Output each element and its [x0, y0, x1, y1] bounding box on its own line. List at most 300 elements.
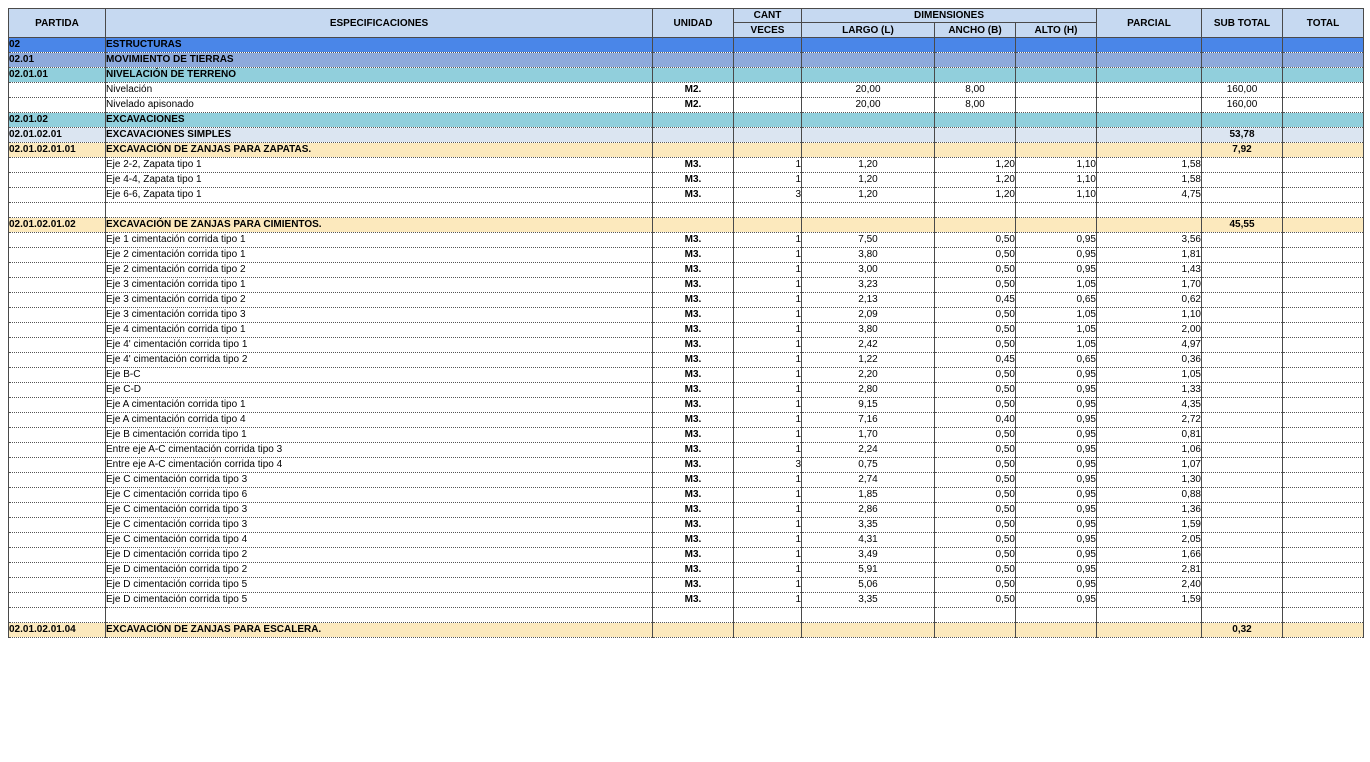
item-subtotal	[1202, 293, 1283, 308]
empty-cell	[802, 128, 935, 143]
item-largo: 1,85	[802, 488, 935, 503]
item-ancho: 0,50	[935, 278, 1016, 293]
item-largo: 3,23	[802, 278, 935, 293]
item-description: Eje C cimentación corrida tipo 6	[106, 488, 653, 503]
table-row	[9, 353, 1364, 368]
item-parcial: 4,35	[1097, 398, 1202, 413]
item-alto: 0,95	[1016, 443, 1097, 458]
item-description: Eje 3 cimentación corrida tipo 2	[106, 293, 653, 308]
empty-cell	[653, 203, 734, 218]
partida-code	[9, 188, 106, 203]
item-ancho: 0,50	[935, 383, 1016, 398]
table-row	[9, 188, 1364, 203]
metrado-table	[8, 8, 1364, 638]
item-ancho: 0,50	[935, 323, 1016, 338]
item-parcial: 1,58	[1097, 173, 1202, 188]
item-total	[1283, 533, 1364, 548]
partida-code	[9, 233, 106, 248]
partida-code: 02	[9, 38, 106, 53]
item-total	[1283, 353, 1364, 368]
partida-code	[9, 308, 106, 323]
item-veces: 1	[734, 338, 802, 353]
item-largo: 1,20	[802, 158, 935, 173]
item-largo: 0,75	[802, 458, 935, 473]
partida-code: 02.01	[9, 53, 106, 68]
total-cell	[1283, 68, 1364, 83]
item-subtotal	[1202, 158, 1283, 173]
item-unit: M3.	[653, 488, 734, 503]
item-alto: 0,95	[1016, 548, 1097, 563]
partida-code	[9, 473, 106, 488]
item-parcial: 0,36	[1097, 353, 1202, 368]
empty-cell	[935, 68, 1016, 83]
section-row	[9, 218, 1364, 233]
empty-cell	[802, 203, 935, 218]
item-description: Eje B cimentación corrida tipo 1	[106, 428, 653, 443]
item-subtotal	[1202, 383, 1283, 398]
item-alto: 1,10	[1016, 188, 1097, 203]
empty-cell	[734, 143, 802, 158]
empty-cell	[935, 128, 1016, 143]
item-alto: 0,95	[1016, 383, 1097, 398]
item-description: Eje 4' cimentación corrida tipo 2	[106, 353, 653, 368]
empty-cell	[1016, 218, 1097, 233]
subtotal-cell	[1202, 53, 1283, 68]
item-veces: 1	[734, 533, 802, 548]
item-veces: 1	[734, 293, 802, 308]
partida-code	[9, 503, 106, 518]
empty-cell	[1016, 53, 1097, 68]
table-row	[9, 98, 1364, 113]
partida-code	[9, 443, 106, 458]
item-parcial: 1,33	[1097, 383, 1202, 398]
empty-cell	[1016, 113, 1097, 128]
partida-code	[9, 518, 106, 533]
empty-cell	[734, 218, 802, 233]
item-unit: M3.	[653, 338, 734, 353]
item-total	[1283, 578, 1364, 593]
empty-cell	[802, 38, 935, 53]
item-parcial	[1097, 83, 1202, 98]
item-total	[1283, 413, 1364, 428]
item-largo: 2,24	[802, 443, 935, 458]
col-partida: PARTIDA	[9, 9, 106, 38]
empty-cell	[1097, 68, 1202, 83]
empty-cell	[802, 218, 935, 233]
empty-cell	[653, 53, 734, 68]
item-veces: 1	[734, 548, 802, 563]
partida-code	[9, 398, 106, 413]
item-description: Eje C cimentación corrida tipo 3	[106, 518, 653, 533]
item-ancho: 8,00	[935, 98, 1016, 113]
item-veces	[734, 83, 802, 98]
item-veces: 1	[734, 233, 802, 248]
item-alto: 0,95	[1016, 593, 1097, 608]
item-alto: 0,95	[1016, 488, 1097, 503]
table-row	[9, 473, 1364, 488]
item-total	[1283, 548, 1364, 563]
item-total	[1283, 263, 1364, 278]
empty-cell	[1097, 113, 1202, 128]
item-ancho: 0,50	[935, 563, 1016, 578]
table-header	[9, 9, 1364, 38]
item-veces: 1	[734, 368, 802, 383]
item-description: Eje A cimentación corrida tipo 1	[106, 398, 653, 413]
item-ancho: 0,50	[935, 488, 1016, 503]
item-parcial: 0,88	[1097, 488, 1202, 503]
item-largo: 2,09	[802, 308, 935, 323]
item-unit: M3.	[653, 323, 734, 338]
empty-cell	[734, 608, 802, 623]
partida-code	[9, 488, 106, 503]
item-total	[1283, 473, 1364, 488]
table-row	[9, 308, 1364, 323]
item-veces: 1	[734, 278, 802, 293]
item-total	[1283, 428, 1364, 443]
item-parcial: 1,36	[1097, 503, 1202, 518]
item-unit: M3.	[653, 413, 734, 428]
section-title: EXCAVACIONES	[106, 113, 653, 128]
item-description: Eje 3 cimentación corrida tipo 1	[106, 278, 653, 293]
item-ancho: 0,50	[935, 443, 1016, 458]
item-description: Eje D cimentación corrida tipo 2	[106, 548, 653, 563]
item-ancho: 0,45	[935, 353, 1016, 368]
table-row	[9, 263, 1364, 278]
empty-cell	[734, 113, 802, 128]
empty-cell	[1097, 218, 1202, 233]
item-ancho: 0,40	[935, 413, 1016, 428]
item-largo: 20,00	[802, 98, 935, 113]
partida-code	[9, 353, 106, 368]
item-veces: 1	[734, 518, 802, 533]
item-veces: 1	[734, 503, 802, 518]
empty-cell	[935, 113, 1016, 128]
partida-code	[9, 533, 106, 548]
item-unit: M3.	[653, 518, 734, 533]
item-unit: M3.	[653, 593, 734, 608]
item-veces: 1	[734, 308, 802, 323]
item-subtotal	[1202, 398, 1283, 413]
partida-code	[9, 98, 106, 113]
item-subtotal	[1202, 488, 1283, 503]
empty-cell	[802, 623, 935, 638]
item-largo: 7,50	[802, 233, 935, 248]
empty-cell	[1202, 608, 1283, 623]
empty-cell	[935, 623, 1016, 638]
item-description: Eje D cimentación corrida tipo 5	[106, 593, 653, 608]
item-veces: 1	[734, 158, 802, 173]
item-description: Eje A cimentación corrida tipo 4	[106, 413, 653, 428]
item-subtotal	[1202, 248, 1283, 263]
item-largo: 5,91	[802, 563, 935, 578]
item-ancho: 0,50	[935, 308, 1016, 323]
item-subtotal	[1202, 473, 1283, 488]
item-largo: 20,00	[802, 83, 935, 98]
item-ancho: 0,50	[935, 248, 1016, 263]
item-alto: 0,95	[1016, 233, 1097, 248]
table-body	[9, 38, 1364, 638]
item-total	[1283, 158, 1364, 173]
item-description: Eje 4-4, Zapata tipo 1	[106, 173, 653, 188]
item-veces: 1	[734, 578, 802, 593]
item-alto: 0,95	[1016, 428, 1097, 443]
item-description: Eje 6-6, Zapata tipo 1	[106, 188, 653, 203]
item-parcial: 1,70	[1097, 278, 1202, 293]
partida-code: 02.01.02.01	[9, 128, 106, 143]
item-subtotal	[1202, 503, 1283, 518]
item-subtotal	[1202, 578, 1283, 593]
empty-cell	[734, 623, 802, 638]
item-description: Nivelado apisonado	[106, 98, 653, 113]
empty-cell	[734, 53, 802, 68]
item-subtotal	[1202, 518, 1283, 533]
item-veces: 1	[734, 563, 802, 578]
blank-row	[9, 203, 1364, 218]
total-cell	[1283, 143, 1364, 158]
item-alto: 0,95	[1016, 413, 1097, 428]
item-ancho: 1,20	[935, 158, 1016, 173]
partida-code	[9, 548, 106, 563]
partida-code	[9, 578, 106, 593]
table-row	[9, 563, 1364, 578]
item-largo: 3,00	[802, 263, 935, 278]
table-row	[9, 413, 1364, 428]
item-parcial: 2,72	[1097, 413, 1202, 428]
section-title: EXCAVACIÓN DE ZANJAS PARA ZAPATAS.	[106, 143, 653, 158]
item-ancho: 0,50	[935, 428, 1016, 443]
item-unit: M3.	[653, 398, 734, 413]
item-largo: 2,42	[802, 338, 935, 353]
section-title: EXCAVACIÓN DE ZANJAS PARA ESCALERA.	[106, 623, 653, 638]
section-title: ESTRUCTURAS	[106, 38, 653, 53]
empty-cell	[935, 38, 1016, 53]
item-subtotal	[1202, 458, 1283, 473]
item-largo: 2,80	[802, 383, 935, 398]
item-alto: 0,95	[1016, 458, 1097, 473]
item-largo: 7,16	[802, 413, 935, 428]
empty-cell	[802, 113, 935, 128]
subtotal-cell: 45,55	[1202, 218, 1283, 233]
item-veces: 1	[734, 488, 802, 503]
table-row	[9, 593, 1364, 608]
empty-cell	[1016, 68, 1097, 83]
item-description: Eje 2 cimentación corrida tipo 2	[106, 263, 653, 278]
table-row	[9, 233, 1364, 248]
item-total	[1283, 323, 1364, 338]
item-alto: 0,95	[1016, 503, 1097, 518]
empty-cell	[802, 608, 935, 623]
item-ancho: 0,50	[935, 533, 1016, 548]
item-subtotal	[1202, 323, 1283, 338]
empty-cell	[1097, 623, 1202, 638]
item-description: Eje 1 cimentación corrida tipo 1	[106, 233, 653, 248]
item-total	[1283, 233, 1364, 248]
empty-cell	[1202, 203, 1283, 218]
item-parcial: 1,59	[1097, 518, 1202, 533]
item-unit: M3.	[653, 533, 734, 548]
table-row	[9, 488, 1364, 503]
item-alto: 1,05	[1016, 323, 1097, 338]
item-parcial: 2,81	[1097, 563, 1202, 578]
item-subtotal	[1202, 593, 1283, 608]
empty-cell	[653, 38, 734, 53]
item-parcial: 0,62	[1097, 293, 1202, 308]
item-unit: M2.	[653, 83, 734, 98]
item-unit: M3.	[653, 188, 734, 203]
item-total	[1283, 443, 1364, 458]
table-row	[9, 338, 1364, 353]
item-veces: 1	[734, 428, 802, 443]
item-total	[1283, 188, 1364, 203]
item-unit: M3.	[653, 458, 734, 473]
empty-cell	[653, 143, 734, 158]
item-parcial: 4,75	[1097, 188, 1202, 203]
empty-cell	[1097, 38, 1202, 53]
empty-cell	[9, 608, 106, 623]
subtotal-cell	[1202, 38, 1283, 53]
item-parcial: 2,00	[1097, 323, 1202, 338]
item-subtotal	[1202, 533, 1283, 548]
col-parcial: PARCIAL	[1097, 9, 1202, 38]
total-cell	[1283, 113, 1364, 128]
item-unit: M3.	[653, 503, 734, 518]
partida-code	[9, 563, 106, 578]
item-total	[1283, 173, 1364, 188]
table-row	[9, 443, 1364, 458]
table-row	[9, 578, 1364, 593]
item-description: Eje C cimentación corrida tipo 4	[106, 533, 653, 548]
item-alto: 1,10	[1016, 158, 1097, 173]
col-subtotal: SUB TOTAL	[1202, 9, 1283, 38]
empty-cell	[1283, 608, 1364, 623]
item-largo: 9,15	[802, 398, 935, 413]
empty-cell	[1016, 38, 1097, 53]
item-parcial: 1,07	[1097, 458, 1202, 473]
table-row	[9, 368, 1364, 383]
blank-row	[9, 608, 1364, 623]
empty-cell	[653, 68, 734, 83]
item-unit: M3.	[653, 263, 734, 278]
subtotal-cell: 53,78	[1202, 128, 1283, 143]
item-subtotal	[1202, 278, 1283, 293]
item-ancho: 0,50	[935, 263, 1016, 278]
item-veces: 1	[734, 248, 802, 263]
col-alto: ALTO (H)	[1016, 23, 1097, 38]
item-description: Eje C cimentación corrida tipo 3	[106, 503, 653, 518]
section-row	[9, 623, 1364, 638]
item-veces: 1	[734, 353, 802, 368]
subtotal-cell: 7,92	[1202, 143, 1283, 158]
item-parcial: 1,59	[1097, 593, 1202, 608]
item-veces	[734, 98, 802, 113]
section-row	[9, 143, 1364, 158]
item-parcial: 4,97	[1097, 338, 1202, 353]
item-veces: 1	[734, 173, 802, 188]
empty-cell	[734, 203, 802, 218]
item-subtotal	[1202, 308, 1283, 323]
item-subtotal	[1202, 368, 1283, 383]
item-subtotal	[1202, 563, 1283, 578]
item-veces: 1	[734, 473, 802, 488]
col-total: TOTAL	[1283, 9, 1364, 38]
item-largo: 2,86	[802, 503, 935, 518]
section-title: EXCAVACIONES SIMPLES	[106, 128, 653, 143]
empty-cell	[653, 608, 734, 623]
item-veces: 1	[734, 593, 802, 608]
item-description: Eje 4 cimentación corrida tipo 1	[106, 323, 653, 338]
item-parcial: 0,81	[1097, 428, 1202, 443]
item-subtotal	[1202, 173, 1283, 188]
partida-code	[9, 338, 106, 353]
item-ancho: 0,50	[935, 503, 1016, 518]
item-alto: 0,95	[1016, 368, 1097, 383]
empty-cell	[1097, 608, 1202, 623]
partida-code	[9, 263, 106, 278]
subtotal-cell	[1202, 113, 1283, 128]
section-title: EXCAVACIÓN DE ZANJAS PARA CIMIENTOS.	[106, 218, 653, 233]
item-total	[1283, 278, 1364, 293]
item-alto: 0,95	[1016, 398, 1097, 413]
item-description: Eje C-D	[106, 383, 653, 398]
item-ancho: 1,20	[935, 173, 1016, 188]
item-description: Eje D cimentación corrida tipo 2	[106, 563, 653, 578]
item-subtotal	[1202, 233, 1283, 248]
empty-cell	[1097, 203, 1202, 218]
item-largo: 1,20	[802, 188, 935, 203]
item-alto: 0,95	[1016, 473, 1097, 488]
item-unit: M3.	[653, 428, 734, 443]
partida-code	[9, 593, 106, 608]
item-largo: 2,20	[802, 368, 935, 383]
partida-code	[9, 413, 106, 428]
item-description: Eje D cimentación corrida tipo 5	[106, 578, 653, 593]
item-unit: M3.	[653, 473, 734, 488]
empty-cell	[653, 623, 734, 638]
item-unit: M3.	[653, 383, 734, 398]
empty-cell	[1016, 623, 1097, 638]
item-largo: 5,06	[802, 578, 935, 593]
item-unit: M3.	[653, 278, 734, 293]
item-total	[1283, 503, 1364, 518]
table-row	[9, 323, 1364, 338]
table-row	[9, 278, 1364, 293]
item-total	[1283, 98, 1364, 113]
empty-cell	[106, 608, 653, 623]
item-largo: 3,35	[802, 593, 935, 608]
item-parcial: 1,05	[1097, 368, 1202, 383]
section-row	[9, 128, 1364, 143]
empty-cell	[734, 68, 802, 83]
partida-code	[9, 383, 106, 398]
table-row	[9, 503, 1364, 518]
item-unit: M3.	[653, 443, 734, 458]
item-ancho: 0,50	[935, 338, 1016, 353]
item-total	[1283, 338, 1364, 353]
item-description: Entre eje A-C cimentación corrida tipo 3	[106, 443, 653, 458]
section-row	[9, 113, 1364, 128]
item-ancho: 0,50	[935, 233, 1016, 248]
item-veces: 1	[734, 383, 802, 398]
item-total	[1283, 383, 1364, 398]
empty-cell	[1016, 128, 1097, 143]
empty-cell	[9, 203, 106, 218]
item-total	[1283, 368, 1364, 383]
item-largo: 3,80	[802, 248, 935, 263]
item-subtotal	[1202, 443, 1283, 458]
item-ancho: 1,20	[935, 188, 1016, 203]
empty-cell	[1097, 143, 1202, 158]
table-row	[9, 398, 1364, 413]
